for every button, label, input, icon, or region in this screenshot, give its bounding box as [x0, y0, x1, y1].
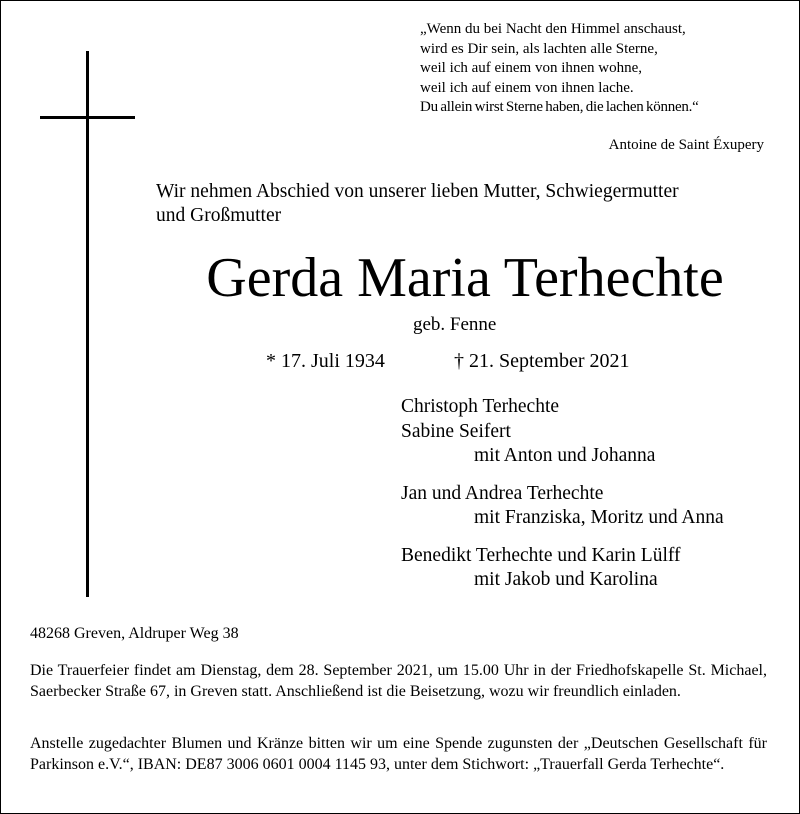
family-group [401, 544, 724, 593]
birth-date: * 17. Juli 1934 [266, 350, 385, 372]
quote-author: Antoine de Saint Éxupery [608, 137, 764, 153]
maiden-name: geb. Fenne [413, 314, 497, 335]
ceremony-notice: Die Trauerfeier findet am Dienstag, dem 28. September 2021, um 15.00 Uhr in der Friedhofskapelle St. Michael, Saerbecker Straße 67, in Greven statt. Anschließend ist die Beisetzung, wozu wir freundlich einladen. [30, 662, 767, 700]
mourner-children: mit Jakob und Karolina [474, 569, 658, 590]
family-address: 48268 Greven, Aldruper Weg 38 [30, 625, 239, 642]
intro-line: und Großmutter [156, 205, 282, 226]
cross-symbol-horizontal [40, 116, 135, 119]
mourner-children: mit Franziska, Moritz und Anna [474, 507, 724, 528]
poem-quote [420, 20, 770, 118]
quote-line: weil ich auf einem von ihnen wohne, [420, 60, 643, 76]
family-group [401, 482, 724, 531]
mourner-children: mit Anton und Johanna [474, 445, 656, 466]
farewell-intro [156, 180, 796, 228]
quote-line: Du allein wirst Sterne haben, die lachen können.“ [420, 99, 699, 115]
donation-notice: Anstelle zugedachter Blumen und Kränze bitten wir um eine Spende zugunsten der „Deutschen Gesellschaft für Parkinson e.V.“, IBAN: DE87 3006 0601 0004 1145 93, unter dem Stichwort: „Trauerfall Gerda Terhechte“. [30, 735, 767, 773]
quote-line: wird es Dir sein, als lachten alle Sterne, [420, 40, 658, 57]
mourner-name: Sabine Seifert [401, 420, 511, 442]
deceased-name: Gerda Maria Terhechte [206, 247, 724, 309]
mourner-name: Benedikt Terhechte und Karin Lülff [401, 544, 681, 566]
death-date: † 21. September 2021 [454, 350, 630, 372]
mourner-name: Jan und Andrea Terhechte [401, 482, 604, 504]
mourner-name: Christoph Terhechte [401, 396, 560, 417]
quote-line: weil ich auf einem von ihnen lache. [420, 79, 634, 96]
family-group [401, 395, 724, 469]
mourners-list [401, 395, 724, 606]
cross-symbol-vertical [86, 51, 89, 597]
quote-line: „Wenn du bei Nacht den Himmel anschaust, [420, 21, 686, 37]
intro-line: Wir nehmen Abschied von unserer lieben Mutter, Schwiegermutter [156, 181, 679, 202]
